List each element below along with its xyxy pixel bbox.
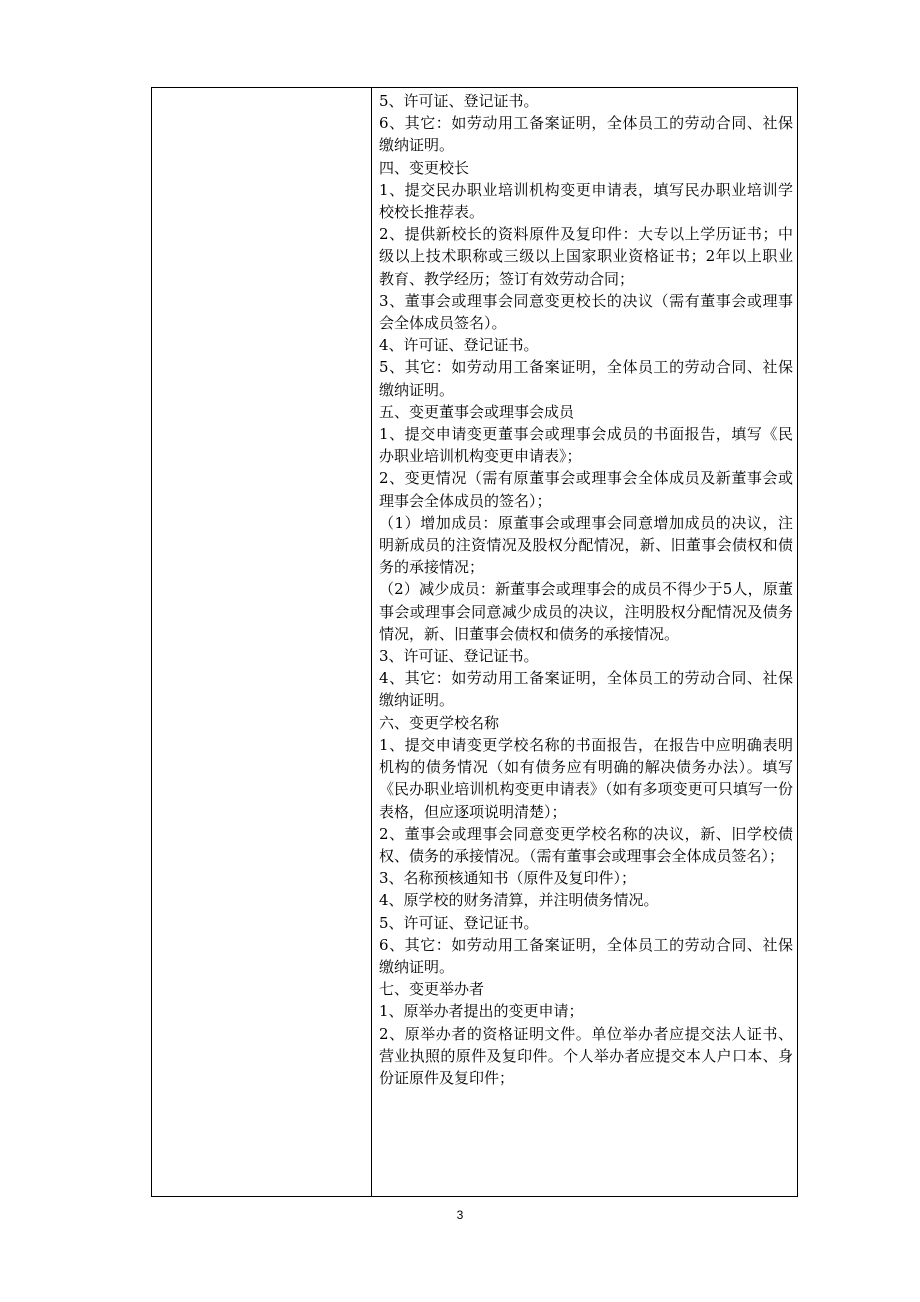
item-line: 4、其它：如劳动用工备案证明，全体员工的劳动合同、社保缴纳证明。 [379, 669, 793, 710]
section-heading: 四、变更校长 [379, 158, 470, 177]
item-line: （2）减少成员：新董事会或理事会的成员不得少于5人，原董事会或理事会同意减少成员的决议，注明股权分配情况及债务情况，新、旧董事会债权和债务的承接情况。 [379, 580, 793, 643]
item-line: 6、其它：如劳动用工备案证明，全体员工的劳动合同、社保缴纳证明。 [379, 935, 793, 976]
item-line: 5、许可证、登记证书。 [379, 913, 539, 932]
item-line: 4、许可证、登记证书。 [379, 336, 539, 355]
page-number: 3 [456, 1208, 464, 1222]
item-line: 2、董事会或理事会同意变更学校名称的决议，新、旧学校债权、债务的承接情况。（需有董事会或理事会全体成员签名）； [379, 824, 793, 865]
item-line: 3、许可证、登记证书。 [379, 647, 539, 666]
section-heading: 七、变更举办者 [379, 980, 485, 999]
item-line: 1、提交申请变更董事会或理事会成员的书面报告，填写《民办职业培训机构变更申请表》； [379, 425, 793, 466]
item-line: 5、许可证、登记证书。 [379, 92, 539, 110]
content-cell [379, 90, 793, 1089]
item-line: 5、其它：如劳动用工备案证明，全体员工的劳动合同、社保缴纳证明。 [379, 358, 793, 399]
item-line: 3、名称预核通知书（原件及复印件）； [379, 869, 637, 888]
item-line: 2、原举办者的资格证明文件。单位举办者应提交法人证书、营业执照的原件及复印件。个人举办者应提交本人户口本、身份证原件及复印件； [379, 1024, 793, 1087]
column-divider [371, 88, 372, 1196]
section-heading: 六、变更学校名称 [379, 713, 500, 732]
item-line: 3、董事会或理事会同意变更校长的决议（需有董事会或理事会全体成员签名）。 [379, 291, 793, 333]
item-line: 2、提供新校长的资料原件及复印件：大专以上学历证书；中级以上技术职称或三级以上国家职业资格证书；2年以上职业教育、教学经历；签订有效劳动合同； [379, 225, 793, 288]
item-line: 1、提交申请变更学校名称的书面报告，在报告中应明确表明机构的债务情况（如有债务应有明确的解决债务办法）。填写《民办职业培训机构变更申请表》（如有多项变更可只填写一份表格，但应逐项说明清楚）； [379, 735, 793, 821]
item-line: 1、提交民办职业培训机构变更申请表，填写民办职业培训学校校长推荐表。 [379, 180, 793, 222]
item-line: 2、变更情况（需有原董事会或理事会全体成员及新董事会或理事会全体成员的签名）； [379, 469, 793, 510]
item-line: 4、原学校的财务清算，并注明债务情况。 [379, 891, 659, 910]
section-heading: 五、变更董事会或理事会成员 [379, 402, 575, 421]
requirements-table [151, 87, 798, 1197]
left-empty-cell [152, 88, 371, 1196]
item-line: 1、原举办者提出的变更申请； [379, 1002, 584, 1021]
item-line: （1）增加成员：原董事会或理事会同意增加成员的决议，注明新成员的注资情况及股权分配情况，新、旧董事会债权和债务的承接情况； [379, 513, 793, 577]
item-line: 6、其它：如劳动用工备案证明，全体员工的劳动合同、社保缴纳证明。 [379, 114, 793, 155]
